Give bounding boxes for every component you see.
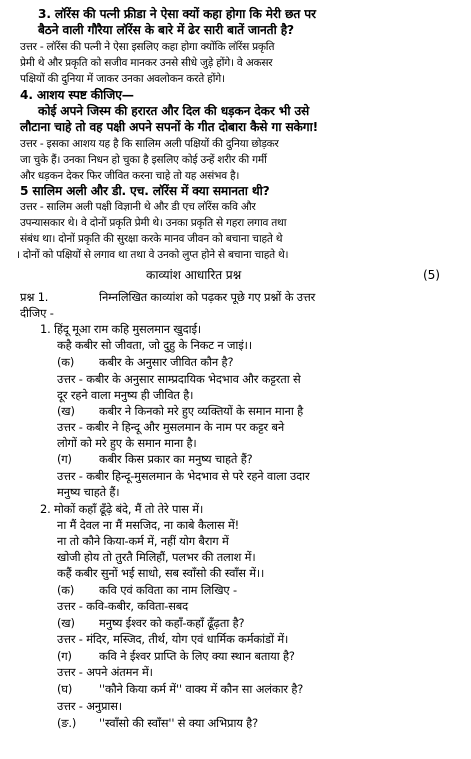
answer-3-line-2: प्रेमी थे और प्रकृति को सजीव मानकर उनसे सीधे जुड़े होंगे। वे अकसर <box>20 57 273 69</box>
question-3-line-1: 3. लॉरेंस की पत्नी फ्रीडा ने ऐसा क्यों कहा होगा कि मेरी छत पर <box>38 7 316 21</box>
question-3-line-2: बैठने वाली गौरैया लॉरेंस के बारे में ढेर सारी बातें जानती है? <box>38 23 294 37</box>
sub-q-ka-text: कबीर के अनुसार जीवित कौन है? <box>99 355 234 369</box>
answer-5-line-2: उपन्यासकार थे। वे दोनों प्रकृति प्रेमी थे। उनका प्रकृति से गहरा लगाव तथा <box>20 217 287 229</box>
sub-a-ka-line-1: उत्तर - कबीर के अनुसार साम्प्रदायिक भेदभाव और कट्टरता से <box>57 372 301 386</box>
answer-3-line-3: पक्षियों की दुनिया में जाकर उनका अवलोकन करते होंगे। <box>20 73 225 85</box>
sub2-q-ka-label: (क) <box>57 583 75 597</box>
sub-q-ka-label: (क) <box>57 355 75 369</box>
sub-a-kha-line-1: उत्तर - कबीर ने हिन्दू और मुसलमान के नाम पर कट्टर बने <box>57 420 285 434</box>
poem-1-line-2: कहै कबीर सो जीवता, जो दुहु के निकट न जाइं।। <box>57 338 253 352</box>
question-4-heading: 4. आशय स्पष्ट कीजिए— <box>20 88 134 102</box>
sub2-q-kha-label: (ख) <box>57 616 75 630</box>
sub-a-ka-line-2: दूर रहने वाला मनुष्य ही जीवित है। <box>57 388 194 402</box>
sub2-q-kha-text: मनुष्य ईश्वर को कहाँ-कहाँ ढूँढ़ता है? <box>99 616 245 630</box>
prashn-label: प्रश्न 1. <box>20 290 49 304</box>
sub-q-ga-label: (ग) <box>57 452 72 466</box>
poem-2-line-5: कहैं कबीर सुनों भई साधो, सब स्वाँसो की स्वाँस में।। <box>57 566 265 580</box>
sub-q-kha-text: कबीर ने किनको मरे हुए व्यक्तियों के समान माना है <box>99 404 304 418</box>
prashn-instruction: निम्नलिखित काव्यांश को पढ़कर पूछे गए प्रश्नों के उत्तर <box>99 290 316 304</box>
sub2-a-ka: उत्तर - कवि-कबीर, कविता-सबद <box>57 599 189 613</box>
poem-2-line-2: ना मैं देवल ना मैं मसजिद, ना काबे कैलास में! <box>57 518 240 532</box>
sub2-q-gha-label: (घ) <box>57 682 73 696</box>
poem-1-line-1: 1. हिंदू मूआ राम कहि मुसलमान खुदाई। <box>40 322 202 336</box>
prashn-instruction-cont: दीजिए - <box>20 306 54 320</box>
question-4-quote-line-2: लौटाना चाहे तो वह पक्षी अपने सपनों के गीत दोबारा कैसे गा सकेगा! <box>20 120 319 134</box>
sub2-a-gha: उत्तर - अनुप्रास। <box>57 699 122 713</box>
answer-4-line-1: उत्तर - इसका आशय यह है कि सालिम अली पक्षियों की दुनिया छोड़कर <box>20 138 279 150</box>
poem-2-line-3: ना तो कौने किया-कर्म में, नहीं योग बैराग में <box>57 534 229 548</box>
sub2-a-ga: उत्तर - अपने अंतमन में। <box>57 665 153 679</box>
sub2-q-ka-text: कवि एवं कविता का नाम लिखिए - <box>99 583 237 597</box>
sub-a-kha-line-2: लोगों को मरे हुए के समान माना है। <box>57 436 197 450</box>
poem-2-line-4: खोजी होय तो तुरतै मिलिहौं, पलभर की तलाश में। <box>57 550 256 564</box>
section-heading: काव्यांश आधारित प्रश्न <box>146 268 242 282</box>
poem-2-line-1: 2. मोकों कहाँ ढूँढ़े बंदे, मैं तो तेरे पास में। <box>40 502 204 516</box>
sub2-a-kha: उत्तर - मंदिर, मस्जिद, तीर्थ, योग एवं धार्मिक कर्मकांडों में। <box>57 632 289 646</box>
sub2-q-nga-label: (ङ.) <box>57 716 77 730</box>
sub2-q-ga-label: (ग) <box>57 649 72 663</box>
sub-a-ga-line-2: मनुष्य चाहते हैं। <box>57 485 120 499</box>
sub-q-ga-text: कबीर किस प्रकार का मनुष्य चाहते हैं? <box>99 452 253 466</box>
answer-4-line-2: जा चुके हैं। उनका निधन हो चुका है इसलिए कोई उन्हें शरीर की गर्मी <box>20 154 267 166</box>
sub2-q-gha-text: ''कौने किया कर्म में'' वाक्य में कौन सा अलंकार है? <box>99 682 304 696</box>
sub2-q-ga-text: कवि ने ईश्वर प्राप्ति के लिए क्या स्थान बताया है? <box>99 649 295 663</box>
section-marks: (5) <box>423 268 440 282</box>
sub2-q-nga-text: ''स्वाँसो की स्वाँस'' से क्या अभिप्राय है? <box>99 716 258 730</box>
answer-3-line-1: उत्तर - लॉरेंस की पत्नी ने ऐसा इसलिए कहा होगा क्योंकि लॉरेंस प्रकृति <box>20 41 275 53</box>
answer-4-line-3: और धड़कन देकर फिर जीवित करना चाहे तो यह असंभव है। <box>20 170 240 182</box>
question-5-heading: 5 सालिम अली और डी. एच. लॉरेंस में क्या समानता थी? <box>20 184 270 198</box>
sub-a-ga-line-1: उत्तर - कबीर हिन्दू-मुसलमान के भेदभाव से परे रहने वाला उदार <box>57 469 310 483</box>
answer-5-line-4: । दोनों को पक्षियों से लगाव था तथा वे उनको लुप्त होने से बचाना चाहते थे। <box>16 249 289 261</box>
answer-5-line-3: संबंध था। दोनों प्रकृति की सुरक्षा करके मानव जीवन को बचाना चाहते थे <box>20 233 283 245</box>
question-4-quote-line-1: कोई अपने जिस्म की हरारत और दिल की धड़कन देकर भी उसे <box>38 104 310 118</box>
answer-5-line-1: उत्तर - सालिम अली पक्षी विज्ञानी थे और डी एच लॉरेंस कवि और <box>20 201 256 213</box>
sub-q-kha-label: (ख) <box>57 404 75 418</box>
